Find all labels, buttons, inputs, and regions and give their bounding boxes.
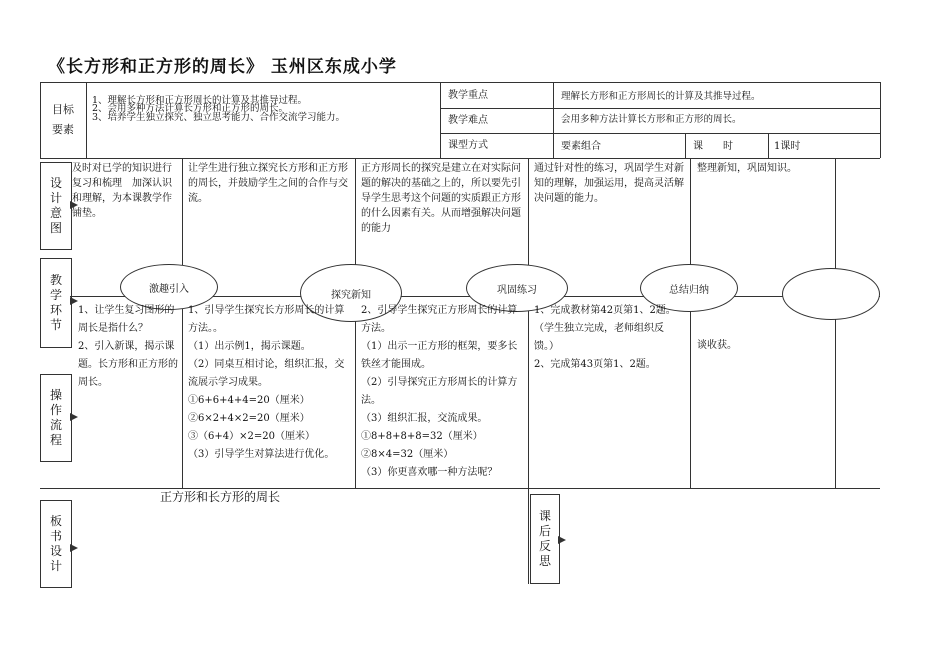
page-title: 《长方形和正方形的周长》 玉州区东成小学 [48,57,397,77]
step-oval-intro: 激趣引入 [120,264,218,310]
step-oval-practice: 巩固练习 [466,264,568,312]
arrow-icon [70,412,82,422]
design-text-4: 通过针对性的练习，巩固学生对新知的理解，加强运用，提高灵活解决问题的能力。 [534,163,684,204]
hours: 1课时 [774,141,801,152]
process-label: 操作流程 [40,374,72,462]
process-text-5: 谈收获。 [697,340,737,351]
board-title: 正方形和长方形的周长 [160,490,281,504]
difficulty-label: 教学难点 [448,115,488,126]
process-text-2: 1、引导学生探究长方形周长的计算方法。。 （1）出示例1，揭示课题。 （2）同桌互相讨论，组织汇报，交流展示学习成果。 ①6+6+4+4=20（厘米） ②6×2+4×2=20（厘米） ③（6+4）×2=20（厘米） （3）引导学生对算法进行优化。 [188,305,345,460]
step-oval-summary: 总结归纳 [640,264,738,312]
design-text-2: 让学生进行独立探究长方形和正方形的周长，并鼓励学生之间的合作与交流。 [188,163,348,204]
goal-1: 1、理解长方形和正方形周长的计算及其推导过程。 [92,95,308,106]
process-text-4: 1、完成教材第42页第1、2题。 （学生独立完成，老师组织反馈。） 2、完成第43页第1、2题。 [534,305,676,370]
design-text-1: 及时对已学的知识进行复习和梳理 加深认识和理解，为本课教学作铺垫。 [72,163,172,219]
steps-label: 教学环节 [40,258,72,348]
arrow-icon [70,543,82,553]
board-label: 板书设计 [40,500,72,588]
reflection-label: 课后反思 [530,494,560,584]
step-oval-explore: 探究新知 [300,264,402,322]
goal-3: 3、培养学生独立探究、独立思考能力、合作交流学习能力。 [92,112,346,123]
key-point-label: 教学重点 [448,90,488,101]
key-point: 理解长方形和正方形周长的计算及其推导过程。 [561,91,761,102]
lesson-type: 要素组合 [561,141,601,152]
hours-label: 课 时 [693,141,733,152]
design-text-5: 整理新知，巩固知识。 [697,163,797,174]
difficulty: 会用多种方法计算长方形和正方形的周长。 [561,114,742,125]
goal-2: 2、会用多种方法计算长方形和正方形的周长。 [92,103,289,114]
design-text-3: 正方形周长的探究是建立在对实际问题的解决的基础之上的，所以要先引导学生思考这个问题的实质跟正方形的什么因素有关。从而增强解决问题的能力 [361,163,521,234]
step-oval-empty [782,268,880,320]
lesson-type-label: 课型方式 [448,140,488,151]
process-text-1: 1、让学生复习图形的周长是指什么？ 2、引入新课，揭示课题。长方形和正方形的周长。 [78,305,178,388]
process-text-3: 2、引导学生探究正方形周长的计算方法。 （1）出示一正方形的框架，要多长铁丝才能围成。 （2）引导探究正方形周长的计算方法。 （3）组织汇报，交流成果。 ①8+8+8+8=32（厘米） ②8×4=32（厘米） （3）你更喜欢哪一种方法呢？ [361,305,518,478]
arrow-icon [558,535,570,545]
design-label: 设计意图 [40,162,72,250]
goal-label: 目标 要素 [52,103,74,136]
